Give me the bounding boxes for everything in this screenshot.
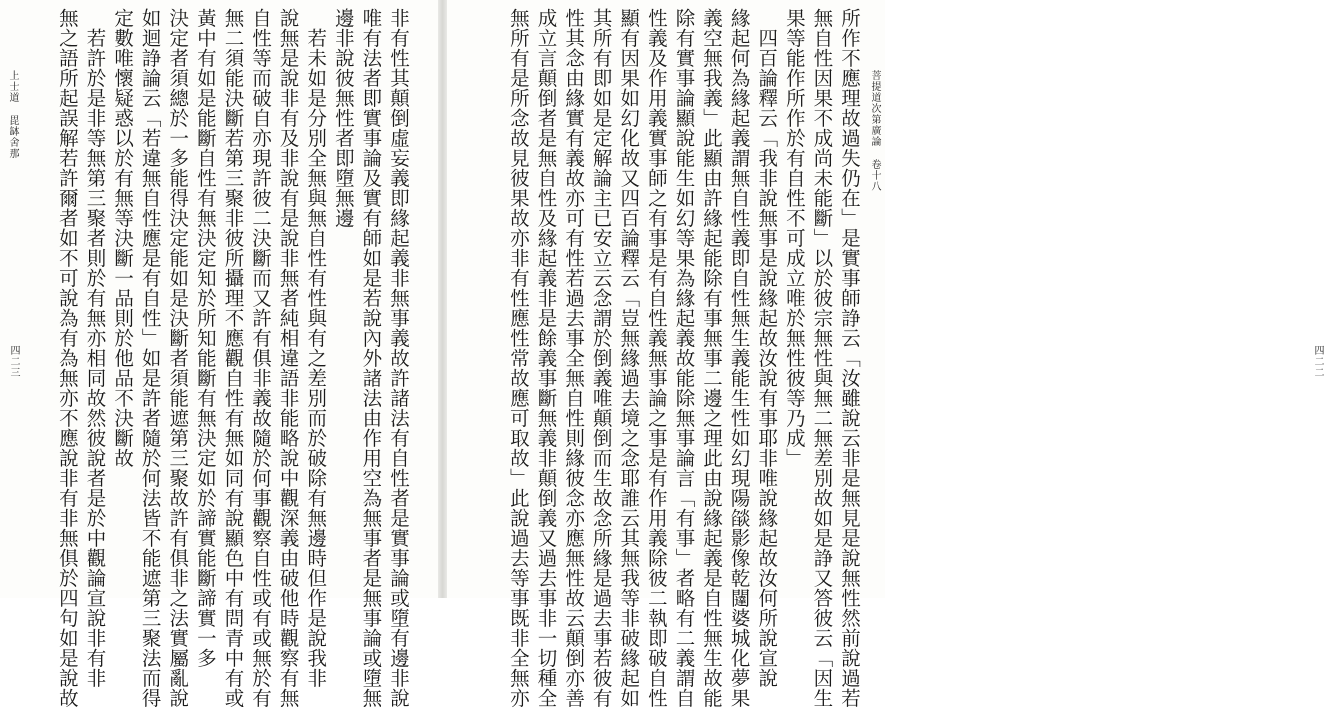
- text-column: 決定者須總於一多能得決定能如是決斷者須能遮第三聚故許有俱非之法實屬亂說: [166, 8, 190, 708]
- text-column: 無所有是所念故見彼果故亦非有性應性常故應可取故」此說過去等事既非全無亦: [506, 8, 530, 708]
- right-page-body: [465, 8, 863, 708]
- text-column: 果等能作所作於有自性不可成立唯於無性彼等乃成」: [782, 8, 806, 468]
- text-column: 性義及作用義實事師之有事是有自性義無事論之事是有作用義除彼二執即破自性: [644, 8, 668, 708]
- text-column: 顯有因果如幻化故又四百論釋云「豈無緣過去境之念耶誰云其無我等非破緣起如: [617, 8, 641, 708]
- text-column: 無自性因果不成尚未能斷」以於彼宗無性與無二無差別故如是諍又答彼云「因生: [810, 8, 834, 708]
- text-column: 除有實事論顯說能生如幻等果為緣起義故能除無事論言「有事」者略有二義謂自: [672, 8, 696, 708]
- left-page: [0, 0, 438, 708]
- book-gutter: [438, 0, 447, 598]
- text-column: 四百論釋云「我非說無事是說緣起故汝說有事耶非唯說緣起故汝何所說宣說: [755, 8, 779, 688]
- text-column: 說無是說非有及非說有是說非無者純相違語非能略說中觀深義由破他時觀察有無: [276, 8, 300, 708]
- text-column: 若未如是分別全無與無自性有性與有之差別而於破除有無邊時但作是說我非: [304, 8, 328, 688]
- text-column: 自性等而破自亦現許彼二決斷而又許有俱非義故隨於何事觀察自性或有或無於有: [249, 8, 273, 708]
- text-column: 唯有法者即實事論及實有師如是若說內外諸法由作用空為無事者是無事論或墮無: [359, 8, 383, 708]
- text-column: 邊非說彼無性者即墮無邊: [331, 8, 355, 228]
- text-column: 義空無我義」此顯由許緣起能除有事無事二邊之理此由說緣起義是自性無生故能: [700, 8, 724, 708]
- text-column: 成立言顛倒者是無自性及緣起義非是餘義事斷無義非顛倒義又過去事非一切種全: [534, 8, 558, 708]
- text-column: 若許於是非等無第三聚者則於有無亦相同故然彼說者是於中觀論宣說非有非: [83, 8, 107, 688]
- text-column: 定數唯懷疑惑以於有無等決斷一品則於他品不決斷故: [111, 8, 135, 468]
- text-column: 無二須能決斷若第三聚非彼所攝理不應觀自性有無如同有說顯色中有問青中有或: [221, 8, 245, 708]
- text-column: 非有性其顛倒虛妄義即緣起義非無事義故許諸法有自性者是實事論或墮有邊非說: [387, 8, 410, 708]
- text-column: 無之語所起誤解若許爾者如不可說為有為無亦不應說非有非無俱於四句如是說故: [55, 8, 79, 708]
- left-page-header: 上士道 毘缽舍那: [7, 70, 18, 159]
- right-page: [447, 0, 1323, 708]
- left-page-body: [42, 8, 412, 708]
- text-column: 其所有即如是定解論主已安立云念謂於倒義唯顛倒而生故念所緣是過去事若彼有: [589, 8, 613, 708]
- left-page-number: 四二三: [8, 345, 19, 378]
- text-column: 緣起何為緣起義謂無自性義即自性無生義能生性如幻現陽燄影像乾闥婆城化夢果: [727, 8, 751, 708]
- text-column: 如迴諍論云「若違無自性應是有自性」如是許者隨於何法皆不能遮第三聚法而得: [138, 8, 162, 708]
- text-column: 所作不應理故過失仍在」是實事師諍云「汝雖說云非是無見是說無性然前說過若: [838, 8, 861, 708]
- right-page-number: 四二二: [1312, 345, 1323, 378]
- text-column: 黃中有如是能斷自性有無決定知於所知能斷有無決定如於諦實能斷諦實一多: [193, 8, 217, 668]
- text-column: 性其念由緣實有義故亦可有性若過去事全無自性則緣彼念亦應無性故云顛倒亦善: [562, 8, 586, 708]
- right-page-header: 菩提道次第廣論 卷十八: [869, 70, 880, 192]
